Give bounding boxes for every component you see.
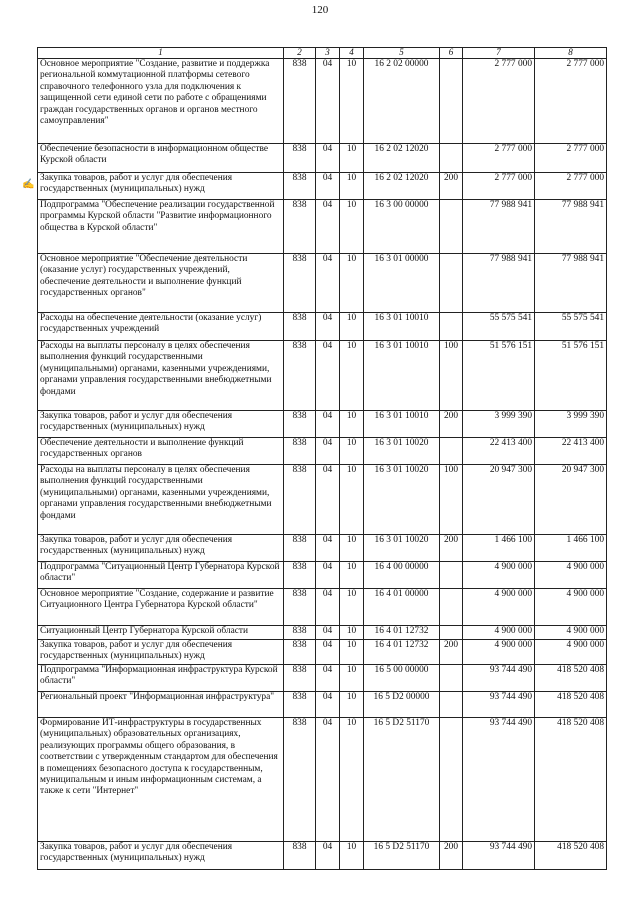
- table-row: [38, 665, 607, 692]
- amount-year-2: 3 999 390: [535, 411, 607, 438]
- amount-year-2: 4 900 000: [535, 640, 607, 665]
- target-article-code: 16 3 01 10010: [364, 341, 440, 411]
- expense-type-code: 200: [440, 640, 463, 665]
- table-row: [38, 341, 607, 411]
- amount-year-1: 93 744 490: [463, 842, 535, 870]
- subsection-code: 10: [340, 59, 364, 144]
- ministry-code: 838: [284, 692, 316, 718]
- target-article-code: 16 5 D2 51170: [364, 842, 440, 870]
- expense-type-code: [440, 438, 463, 465]
- section-code: 04: [316, 59, 340, 144]
- expense-type-code: [440, 144, 463, 173]
- item-name: Подпрограмма "Информационная инфраструктура Курской области": [38, 665, 284, 692]
- amount-year-1: 4 900 000: [463, 626, 535, 640]
- amount-year-2: 4 900 000: [535, 562, 607, 589]
- target-article-code: 16 3 01 00000: [364, 254, 440, 313]
- table-row: [38, 313, 607, 341]
- subsection-code: 10: [340, 465, 364, 535]
- subsection-code: 10: [340, 842, 364, 870]
- item-name: Обеспечение безопасности в информационном обществе Курской области: [38, 144, 284, 173]
- amount-year-2: 4 900 000: [535, 626, 607, 640]
- section-code: 04: [316, 438, 340, 465]
- subsection-code: 10: [340, 692, 364, 718]
- item-name: Закупка товаров, работ и услуг для обеспечения государственных (муниципальных) нужд: [38, 640, 284, 665]
- table-row: [38, 59, 607, 144]
- amount-year-2: 77 988 941: [535, 254, 607, 313]
- ministry-code: 838: [284, 718, 316, 842]
- ministry-code: 838: [284, 562, 316, 589]
- ministry-code: 838: [284, 626, 316, 640]
- target-article-code: 16 3 01 10010: [364, 313, 440, 341]
- expense-type-code: 200: [440, 173, 463, 200]
- expense-type-code: [440, 200, 463, 254]
- page-number: 120: [311, 4, 329, 16]
- item-name: Подпрограмма "Обеспечение реализации государственной программы Курской области "Развитие информационного общества в Курской области": [38, 200, 284, 254]
- section-code: 04: [316, 718, 340, 842]
- table-row: [38, 842, 607, 870]
- section-code: 04: [316, 665, 340, 692]
- subsection-code: 10: [340, 562, 364, 589]
- item-name: Расходы на выплаты персоналу в целях обеспечения выполнения функций государственными (муниципальными) органами, казенными учреждениями, органами управления государственными внебюджетными фондами: [38, 465, 284, 535]
- amount-year-2: 418 520 408: [535, 665, 607, 692]
- section-code: 04: [316, 465, 340, 535]
- target-article-code: 16 2 02 00000: [364, 59, 440, 144]
- table-row: [38, 254, 607, 313]
- ministry-code: 838: [284, 640, 316, 665]
- amount-year-1: 20 947 300: [463, 465, 535, 535]
- expense-type-code: 200: [440, 411, 463, 438]
- item-name: Расходы на обеспечение деятельности (оказание услуг) государственных учреждений: [38, 313, 284, 341]
- subsection-code: 10: [340, 173, 364, 200]
- table-header-row: [38, 48, 607, 59]
- section-code: 04: [316, 535, 340, 562]
- table-row: [38, 144, 607, 173]
- amount-year-2: 418 520 408: [535, 692, 607, 718]
- column-header: 2: [284, 48, 316, 59]
- subsection-code: 10: [340, 200, 364, 254]
- item-name: Обеспечение деятельности и выполнение функций государственных органов: [38, 438, 284, 465]
- table-row: [38, 173, 607, 200]
- expense-type-code: [440, 59, 463, 144]
- item-name: Формирование ИТ-инфраструктуры в государственных (муниципальных) образовательных организациях, реализующих программы общего образования, в соответствии с утвержденным стандартом для обеспечения в помещениях безопасного доступа к государственным, муниципальным и иным информационным системам, а также к сети "Интернет": [38, 718, 284, 842]
- expense-type-code: 100: [440, 465, 463, 535]
- item-name: Закупка товаров, работ и услуг для обеспечения государственных (муниципальных) нужд: [38, 173, 284, 200]
- amount-year-1: 22 413 400: [463, 438, 535, 465]
- ministry-code: 838: [284, 200, 316, 254]
- subsection-code: 10: [340, 144, 364, 173]
- section-code: 04: [316, 411, 340, 438]
- subsection-code: 10: [340, 718, 364, 842]
- item-name: Закупка товаров, работ и услуг для обеспечения государственных (муниципальных) нужд: [38, 411, 284, 438]
- column-header: 5: [364, 48, 440, 59]
- column-header: 8: [535, 48, 607, 59]
- budget-table: [37, 47, 607, 870]
- table-row: [38, 640, 607, 665]
- target-article-code: 16 3 01 10010: [364, 411, 440, 438]
- ministry-code: 838: [284, 173, 316, 200]
- expense-type-code: 100: [440, 341, 463, 411]
- target-article-code: 16 4 01 12732: [364, 640, 440, 665]
- subsection-code: 10: [340, 665, 364, 692]
- expense-type-code: [440, 589, 463, 626]
- target-article-code: 16 2 02 12020: [364, 173, 440, 200]
- expense-type-code: [440, 665, 463, 692]
- subsection-code: 10: [340, 254, 364, 313]
- table-row: [38, 535, 607, 562]
- item-name: Региональный проект "Информационная инфраструктура": [38, 692, 284, 718]
- target-article-code: 16 3 01 10020: [364, 465, 440, 535]
- expense-type-code: [440, 254, 463, 313]
- amount-year-1: 4 900 000: [463, 640, 535, 665]
- amount-year-2: 418 520 408: [535, 842, 607, 870]
- subsection-code: 10: [340, 341, 364, 411]
- target-article-code: 16 4 00 00000: [364, 562, 440, 589]
- table-row: [38, 692, 607, 718]
- section-code: 04: [316, 842, 340, 870]
- column-header: 7: [463, 48, 535, 59]
- expense-type-code: 200: [440, 535, 463, 562]
- expense-type-code: [440, 313, 463, 341]
- ministry-code: 838: [284, 411, 316, 438]
- item-name: Подпрограмма "Ситуационный Центр Губернатора Курской области": [38, 562, 284, 589]
- amount-year-1: 1 466 100: [463, 535, 535, 562]
- table-row: [38, 438, 607, 465]
- target-article-code: 16 4 01 12732: [364, 626, 440, 640]
- section-code: 04: [316, 254, 340, 313]
- ministry-code: 838: [284, 465, 316, 535]
- target-article-code: 16 5 00 00000: [364, 665, 440, 692]
- section-code: 04: [316, 200, 340, 254]
- amount-year-2: 4 900 000: [535, 589, 607, 626]
- item-name: Расходы на выплаты персоналу в целях обеспечения выполнения функций государственными (муниципальными) органами, казенными учреждениями, органами управления государственными внебюджетными фондами: [38, 341, 284, 411]
- target-article-code: 16 5 D2 51170: [364, 718, 440, 842]
- target-article-code: 16 4 01 00000: [364, 589, 440, 626]
- amount-year-1: 2 777 000: [463, 59, 535, 144]
- target-article-code: 16 5 D2 00000: [364, 692, 440, 718]
- amount-year-1: 3 999 390: [463, 411, 535, 438]
- section-code: 04: [316, 562, 340, 589]
- subsection-code: 10: [340, 535, 364, 562]
- section-code: 04: [316, 589, 340, 626]
- ministry-code: 838: [284, 59, 316, 144]
- target-article-code: 16 3 00 00000: [364, 200, 440, 254]
- amount-year-1: 2 777 000: [463, 173, 535, 200]
- section-code: 04: [316, 341, 340, 411]
- ministry-code: 838: [284, 535, 316, 562]
- amount-year-1: 93 744 490: [463, 692, 535, 718]
- column-header: 6: [440, 48, 463, 59]
- item-name: Основное мероприятие "Обеспечение деятельности (оказание услуг) государственных учреждений, обеспечение деятельности и выполнение функций государственных органов": [38, 254, 284, 313]
- amount-year-2: 55 575 541: [535, 313, 607, 341]
- amount-year-1: 4 900 000: [463, 562, 535, 589]
- section-code: 04: [316, 640, 340, 665]
- amount-year-1: 51 576 151: [463, 341, 535, 411]
- margin-mark-icon: ✍: [22, 179, 35, 190]
- target-article-code: 16 2 02 12020: [364, 144, 440, 173]
- amount-year-2: 2 777 000: [535, 59, 607, 144]
- amount-year-2: 22 413 400: [535, 438, 607, 465]
- amount-year-1: 2 777 000: [463, 144, 535, 173]
- item-name: Основное мероприятие "Создание, развитие и поддержка региональной коммутационной платформы сетевого справочного телефонного узла для подключения к защищенной сети единой сети по работе с обращениями граждан государственных органов и органов местного самоуправления": [38, 59, 284, 144]
- table-row: [38, 200, 607, 254]
- section-code: 04: [316, 692, 340, 718]
- amount-year-1: 77 988 941: [463, 200, 535, 254]
- table-row: [38, 718, 607, 842]
- ministry-code: 838: [284, 665, 316, 692]
- column-header: 3: [316, 48, 340, 59]
- target-article-code: 16 3 01 10020: [364, 438, 440, 465]
- ministry-code: 838: [284, 341, 316, 411]
- table-row: [38, 626, 607, 640]
- expense-type-code: [440, 626, 463, 640]
- subsection-code: 10: [340, 438, 364, 465]
- amount-year-2: 418 520 408: [535, 718, 607, 842]
- expense-type-code: [440, 562, 463, 589]
- ministry-code: 838: [284, 144, 316, 173]
- amount-year-2: 51 576 151: [535, 341, 607, 411]
- subsection-code: 10: [340, 626, 364, 640]
- item-name: Основное мероприятие "Создание, содержание и развитие Ситуационного Центра Губернатора Курской области": [38, 589, 284, 626]
- column-header: 1: [38, 48, 284, 59]
- table-row: [38, 589, 607, 626]
- target-article-code: 16 3 01 10020: [364, 535, 440, 562]
- table-row: [38, 411, 607, 438]
- amount-year-1: 93 744 490: [463, 718, 535, 842]
- item-name: Закупка товаров, работ и услуг для обеспечения государственных (муниципальных) нужд: [38, 842, 284, 870]
- subsection-code: 10: [340, 640, 364, 665]
- ministry-code: 838: [284, 589, 316, 626]
- section-code: 04: [316, 313, 340, 341]
- ministry-code: 838: [284, 254, 316, 313]
- item-name: Ситуационный Центр Губернатора Курской области: [38, 626, 284, 640]
- amount-year-2: 77 988 941: [535, 200, 607, 254]
- amount-year-1: 77 988 941: [463, 254, 535, 313]
- amount-year-1: 93 744 490: [463, 665, 535, 692]
- amount-year-1: 4 900 000: [463, 589, 535, 626]
- section-code: 04: [316, 626, 340, 640]
- ministry-code: 838: [284, 313, 316, 341]
- column-header: 4: [340, 48, 364, 59]
- ministry-code: 838: [284, 842, 316, 870]
- subsection-code: 10: [340, 411, 364, 438]
- subsection-code: 10: [340, 589, 364, 626]
- expense-type-code: 200: [440, 842, 463, 870]
- amount-year-2: 2 777 000: [535, 144, 607, 173]
- amount-year-2: 20 947 300: [535, 465, 607, 535]
- section-code: 04: [316, 144, 340, 173]
- subsection-code: 10: [340, 313, 364, 341]
- expense-type-code: [440, 692, 463, 718]
- amount-year-2: 1 466 100: [535, 535, 607, 562]
- section-code: 04: [316, 173, 340, 200]
- amount-year-2: 2 777 000: [535, 173, 607, 200]
- ministry-code: 838: [284, 438, 316, 465]
- item-name: Закупка товаров, работ и услуг для обеспечения государственных (муниципальных) нужд: [38, 535, 284, 562]
- expense-type-code: [440, 718, 463, 842]
- table-row: [38, 562, 607, 589]
- table-row: [38, 465, 607, 535]
- amount-year-1: 55 575 541: [463, 313, 535, 341]
